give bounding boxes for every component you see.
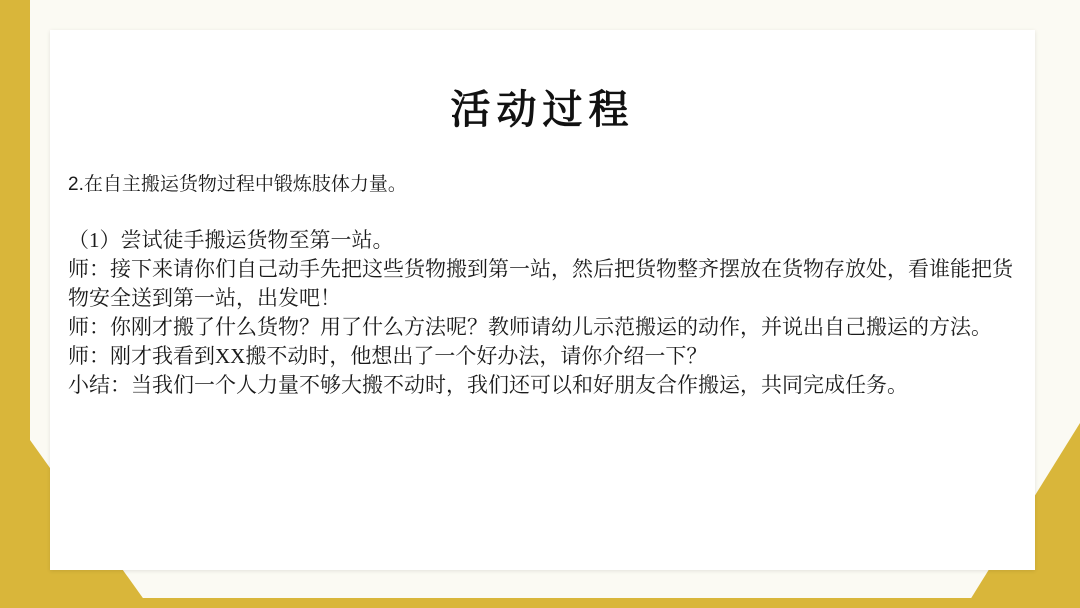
paragraph-sub-item: （1）尝试徒手搬运货物至第一站。 [68, 228, 394, 252]
paragraph-line-3: 师：刚才我看到XX搬不动时，他想出了一个好办法，请你介绍一下？ [68, 344, 708, 368]
page-title: 活动过程 [450, 86, 635, 133]
paragraph-line-4: 小结：当我们一个人力量不够大搬不动时，我们还可以和好朋友合作搬运，共同完成任务。 [68, 373, 908, 397]
body-text-block [68, 170, 1023, 400]
paragraph-line-1: 师：接下来请你们自己动手先把这些货物搬到第一站，然后把货物整齐摆放在货物存放处，看谁能把货物安全送到第一站，出发吧！ [68, 257, 1013, 310]
paragraph-heading-item: 2.在自主搬运货物过程中锻炼肢体力量。 [68, 174, 407, 195]
paragraph-spacer [68, 200, 1023, 226]
content-card [50, 30, 1035, 570]
decorative-bottom-strip [0, 598, 1080, 608]
paragraph-line-2: 师：你刚才搬了什么货物？用了什么方法呢？教师请幼儿示范搬运的动作，并说出自己搬运的方法。 [68, 315, 992, 339]
